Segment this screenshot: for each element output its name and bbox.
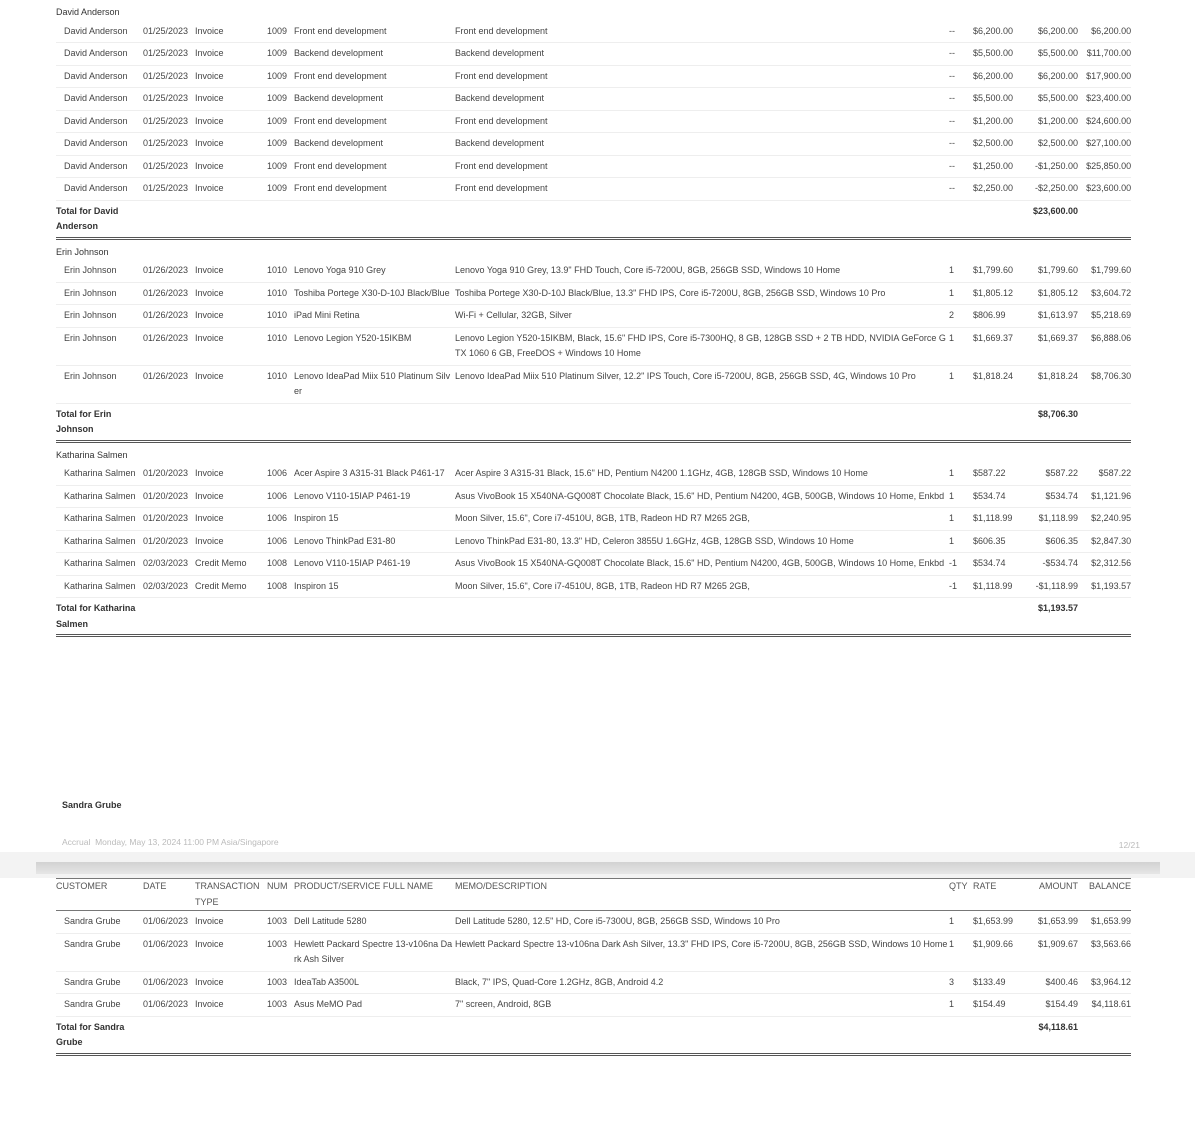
cell-rate: $1,909.66 xyxy=(973,933,1026,971)
cell-balance: $6,200.00 xyxy=(1078,21,1131,43)
cell-date: 01/25/2023 xyxy=(143,133,195,156)
cell-product: Toshiba Portege X30-D-10J Black/Blue xyxy=(294,282,455,305)
cell-num: 1009 xyxy=(267,43,294,66)
cell-transaction-type: Credit Memo xyxy=(195,575,267,598)
report-timestamp: Monday, May 13, 2024 11:00 PM Asia/Singapore xyxy=(95,837,279,847)
cell-memo: Moon Silver, 15.6", Core i7-4510U, 8GB, 1TB, Radeon HD R7 M265 2GB, xyxy=(455,575,949,598)
cell-date: 01/20/2023 xyxy=(143,508,195,531)
cell-amount: -$2,250.00 xyxy=(1026,178,1078,201)
cell-memo: Asus VivoBook 15 X540NA-GQ008T Chocolate Black, 15.6" HD, Pentium N4200, 4GB, 500GB, Windows 10 Home, Enkbd xyxy=(455,553,949,576)
group-total-row xyxy=(56,1016,1131,1054)
cell-rate: $1,250.00 xyxy=(973,155,1026,178)
page-number: 12/21 xyxy=(1118,840,1140,850)
cell-product: Lenovo Legion Y520-15IKBM xyxy=(294,327,455,365)
cell-date: 01/20/2023 xyxy=(143,530,195,553)
group-total-amount: $23,600.00 xyxy=(1026,200,1078,238)
col-date: DATE xyxy=(143,879,195,911)
cell-amount: $1,805.12 xyxy=(1026,282,1078,305)
cell-date: 01/25/2023 xyxy=(143,21,195,43)
cell-customer: Sandra Grube xyxy=(56,911,143,934)
cell-qty: -- xyxy=(949,133,973,156)
cell-rate: $2,500.00 xyxy=(973,133,1026,156)
col-amount: AMOUNT xyxy=(1026,879,1078,911)
cell-date: 01/26/2023 xyxy=(143,365,195,403)
cell-customer: Katharina Salmen xyxy=(56,575,143,598)
report-footer xyxy=(62,837,1140,850)
cell-date: 01/06/2023 xyxy=(143,933,195,971)
table-row xyxy=(56,155,1131,178)
table-row xyxy=(56,282,1131,305)
cell-transaction-type: Invoice xyxy=(195,971,267,994)
cell-amount: $1,909.67 xyxy=(1026,933,1078,971)
cell-qty: -- xyxy=(949,88,973,111)
group-total-label: Total for Sandra Grube xyxy=(56,1016,143,1054)
cell-num: 1009 xyxy=(267,133,294,156)
cell-customer: Erin Johnson xyxy=(56,327,143,365)
table-row xyxy=(56,485,1131,508)
cell-date: 01/06/2023 xyxy=(143,994,195,1017)
cell-date: 01/06/2023 xyxy=(143,911,195,934)
cell-num: 1009 xyxy=(267,178,294,201)
cell-customer: David Anderson xyxy=(56,133,143,156)
cell-rate: $2,250.00 xyxy=(973,178,1026,201)
cell-amount: $1,669.37 xyxy=(1026,327,1078,365)
cell-num: 1009 xyxy=(267,65,294,88)
cell-num: 1010 xyxy=(267,365,294,403)
table-row xyxy=(56,553,1131,576)
cell-balance: $23,400.00 xyxy=(1078,88,1131,111)
cell-qty: 1 xyxy=(949,463,973,485)
cell-num: 1006 xyxy=(267,530,294,553)
cell-qty: -- xyxy=(949,21,973,43)
cell-transaction-type: Invoice xyxy=(195,282,267,305)
cell-customer: Erin Johnson xyxy=(56,260,143,282)
cell-balance: $5,218.69 xyxy=(1078,305,1131,328)
cell-rate: $1,118.99 xyxy=(973,575,1026,598)
cell-balance: $587.22 xyxy=(1078,463,1131,485)
table-row xyxy=(56,575,1131,598)
cell-num: 1006 xyxy=(267,485,294,508)
cell-qty: -- xyxy=(949,43,973,66)
cell-customer: Katharina Salmen xyxy=(56,485,143,508)
table-row xyxy=(56,911,1131,934)
cell-num: 1008 xyxy=(267,553,294,576)
cell-memo: Lenovo IdeaPad Miix 510 Platinum Silver, 12.2" IPS Touch, Core i5-7200U, 8GB, 256GB SSD, 4G, Windows 10 Pro xyxy=(455,365,949,403)
cell-balance: $27,100.00 xyxy=(1078,133,1131,156)
cell-rate: $5,500.00 xyxy=(973,43,1026,66)
cell-qty: 1 xyxy=(949,260,973,282)
cell-balance: $24,600.00 xyxy=(1078,110,1131,133)
cell-memo: Front end development xyxy=(455,110,949,133)
cell-amount: $5,500.00 xyxy=(1026,43,1078,66)
cell-rate: $1,200.00 xyxy=(973,110,1026,133)
cell-num: 1009 xyxy=(267,88,294,111)
next-group-name: Sandra Grube xyxy=(62,800,122,810)
cell-customer: Katharina Salmen xyxy=(56,508,143,531)
table-row xyxy=(56,365,1131,403)
cell-balance: $1,193.57 xyxy=(1078,575,1131,598)
cell-customer: Katharina Salmen xyxy=(56,463,143,485)
page-break-divider xyxy=(36,862,1160,874)
group-header xyxy=(56,441,1131,463)
cell-date: 01/26/2023 xyxy=(143,327,195,365)
cell-qty: 3 xyxy=(949,971,973,994)
cell-date: 02/03/2023 xyxy=(143,553,195,576)
cell-transaction-type: Invoice xyxy=(195,530,267,553)
cell-qty: 2 xyxy=(949,305,973,328)
cell-product: Inspiron 15 xyxy=(294,575,455,598)
cell-balance: $2,240.95 xyxy=(1078,508,1131,531)
cell-customer: David Anderson xyxy=(56,43,143,66)
cell-rate: $6,200.00 xyxy=(973,21,1026,43)
cell-rate: $534.74 xyxy=(973,553,1026,576)
col-product: PRODUCT/SERVICE FULL NAME xyxy=(294,879,455,911)
group-name: Katharina Salmen xyxy=(56,449,128,460)
table-row xyxy=(56,133,1131,156)
cell-product: Front end development xyxy=(294,110,455,133)
cell-rate: $1,653.99 xyxy=(973,911,1026,934)
cell-product: Front end development xyxy=(294,21,455,43)
cell-qty: 1 xyxy=(949,933,973,971)
cell-transaction-type: Invoice xyxy=(195,260,267,282)
cell-amount: $1,818.24 xyxy=(1026,365,1078,403)
cell-num: 1009 xyxy=(267,110,294,133)
cell-customer: David Anderson xyxy=(56,65,143,88)
cell-transaction-type: Invoice xyxy=(195,43,267,66)
cell-num: 1009 xyxy=(267,21,294,43)
cell-memo: Black, 7" IPS, Quad-Core 1.2GHz, 8GB, Android 4.2 xyxy=(455,971,949,994)
cell-balance: $3,563.66 xyxy=(1078,933,1131,971)
cell-date: 01/25/2023 xyxy=(143,43,195,66)
cell-balance: $8,706.30 xyxy=(1078,365,1131,403)
cell-product: IdeaTab A3500L xyxy=(294,971,455,994)
cell-transaction-type: Invoice xyxy=(195,65,267,88)
cell-memo: Front end development xyxy=(455,65,949,88)
cell-balance: $1,653.99 xyxy=(1078,911,1131,934)
cell-product: Asus MeMO Pad xyxy=(294,994,455,1017)
cell-qty: 1 xyxy=(949,365,973,403)
cell-qty: 1 xyxy=(949,911,973,934)
cell-num: 1010 xyxy=(267,305,294,328)
group-total-row xyxy=(56,403,1131,441)
cell-balance: $3,604.72 xyxy=(1078,282,1131,305)
col-balance: BALANCE xyxy=(1078,879,1131,911)
sales-by-customer-table-continued xyxy=(56,878,1131,1056)
cell-balance: $3,964.12 xyxy=(1078,971,1131,994)
cell-amount: $5,500.00 xyxy=(1026,88,1078,111)
cell-qty: 1 xyxy=(949,994,973,1017)
cell-customer: Erin Johnson xyxy=(56,282,143,305)
cell-num: 1009 xyxy=(267,155,294,178)
cell-customer: David Anderson xyxy=(56,155,143,178)
group-header xyxy=(56,0,1131,21)
cell-memo: Moon Silver, 15.6", Core i7-4510U, 8GB, 1TB, Radeon HD R7 M265 2GB, xyxy=(455,508,949,531)
table-row xyxy=(56,260,1131,282)
cell-rate: $1,818.24 xyxy=(973,365,1026,403)
cell-customer: Sandra Grube xyxy=(56,971,143,994)
cell-balance: $23,600.00 xyxy=(1078,178,1131,201)
cell-num: 1003 xyxy=(267,971,294,994)
cell-num: 1010 xyxy=(267,282,294,305)
cell-amount: $154.49 xyxy=(1026,994,1078,1017)
cell-balance: $1,799.60 xyxy=(1078,260,1131,282)
table-row xyxy=(56,463,1131,485)
cell-date: 01/26/2023 xyxy=(143,282,195,305)
cell-product: Front end development xyxy=(294,155,455,178)
cell-amount: -$1,118.99 xyxy=(1026,575,1078,598)
cell-amount: $1,799.60 xyxy=(1026,260,1078,282)
col-memo: MEMO/DESCRIPTION xyxy=(455,879,949,911)
cell-customer: Sandra Grube xyxy=(56,933,143,971)
cell-amount: $606.35 xyxy=(1026,530,1078,553)
cell-customer: Erin Johnson xyxy=(56,365,143,403)
cell-customer: David Anderson xyxy=(56,178,143,201)
cell-memo: Backend development xyxy=(455,88,949,111)
cell-transaction-type: Invoice xyxy=(195,155,267,178)
cell-qty: 1 xyxy=(949,327,973,365)
group-name: David Anderson xyxy=(56,7,120,17)
cell-transaction-type: Invoice xyxy=(195,463,267,485)
cell-customer: Sandra Grube xyxy=(56,994,143,1017)
table-row xyxy=(56,305,1131,328)
group-total-label: Total for Erin Johnson xyxy=(56,403,143,441)
table-row xyxy=(56,43,1131,66)
cell-product: Front end development xyxy=(294,65,455,88)
cell-amount: -$1,250.00 xyxy=(1026,155,1078,178)
cell-transaction-type: Invoice xyxy=(195,485,267,508)
cell-customer: David Anderson xyxy=(56,110,143,133)
cell-product: Acer Aspire 3 A315-31 Black P461-17 xyxy=(294,463,455,485)
cell-customer: Katharina Salmen xyxy=(56,530,143,553)
cell-amount: $1,118.99 xyxy=(1026,508,1078,531)
cell-transaction-type: Invoice xyxy=(195,21,267,43)
group-total-label: Total for David Anderson xyxy=(56,200,143,238)
cell-amount: $534.74 xyxy=(1026,485,1078,508)
cell-product: Dell Latitude 5280 xyxy=(294,911,455,934)
cell-transaction-type: Invoice xyxy=(195,994,267,1017)
cell-product: Hewlett Packard Spectre 13-v106na Dark Ash Silver xyxy=(294,933,455,971)
col-customer: CUSTOMER xyxy=(56,879,143,911)
cell-qty: 1 xyxy=(949,508,973,531)
cell-memo: Backend development xyxy=(455,43,949,66)
cell-num: 1003 xyxy=(267,994,294,1017)
cell-rate: $1,669.37 xyxy=(973,327,1026,365)
cell-product: Lenovo ThinkPad E31-80 xyxy=(294,530,455,553)
cell-rate: $1,805.12 xyxy=(973,282,1026,305)
cell-product: Backend development xyxy=(294,88,455,111)
cell-amount: $6,200.00 xyxy=(1026,21,1078,43)
cell-num: 1003 xyxy=(267,933,294,971)
cell-date: 01/25/2023 xyxy=(143,178,195,201)
cell-date: 01/20/2023 xyxy=(143,463,195,485)
group-total-row xyxy=(56,200,1131,238)
cell-num: 1003 xyxy=(267,911,294,934)
group-name: Erin Johnson xyxy=(56,246,109,257)
cell-num: 1006 xyxy=(267,508,294,531)
cell-memo: Asus VivoBook 15 X540NA-GQ008T Chocolate Black, 15.6" HD, Pentium N4200, 4GB, 500GB, Windows 10 Home, Enkbd xyxy=(455,485,949,508)
sales-by-customer-table xyxy=(56,0,1131,637)
cell-transaction-type: Credit Memo xyxy=(195,553,267,576)
cell-product: Front end development xyxy=(294,178,455,201)
cell-product: Lenovo Yoga 910 Grey xyxy=(294,260,455,282)
cell-rate: $606.35 xyxy=(973,530,1026,553)
cell-amount: -$534.74 xyxy=(1026,553,1078,576)
cell-rate: $806.99 xyxy=(973,305,1026,328)
cell-date: 01/25/2023 xyxy=(143,88,195,111)
cell-balance: $25,850.00 xyxy=(1078,155,1131,178)
cell-product: Lenovo V110-15IAP P461-19 xyxy=(294,553,455,576)
cell-rate: $133.49 xyxy=(973,971,1026,994)
cell-customer: Erin Johnson xyxy=(56,305,143,328)
cell-balance: $4,118.61 xyxy=(1078,994,1131,1017)
cell-balance: $2,312.56 xyxy=(1078,553,1131,576)
cell-rate: $6,200.00 xyxy=(973,65,1026,88)
cell-transaction-type: Invoice xyxy=(195,88,267,111)
cell-date: 02/03/2023 xyxy=(143,575,195,598)
report-page-12 xyxy=(56,0,1138,852)
cell-memo: Backend development xyxy=(455,133,949,156)
cell-date: 01/06/2023 xyxy=(143,971,195,994)
cell-customer: David Anderson xyxy=(56,88,143,111)
cell-memo: Front end development xyxy=(455,21,949,43)
column-header-row xyxy=(56,879,1131,911)
col-rate: RATE xyxy=(973,879,1026,911)
table-row xyxy=(56,933,1131,971)
cell-memo: Hewlett Packard Spectre 13-v106na Dark Ash Silver, 13.3" FHD IPS, Core i5-7200U, 8GB, 256GB SSD, Windows 10 Home xyxy=(455,933,949,971)
cell-amount: $1,613.97 xyxy=(1026,305,1078,328)
cell-qty: -- xyxy=(949,110,973,133)
col-qty: QTY xyxy=(949,879,973,911)
cell-num: 1006 xyxy=(267,463,294,485)
cell-memo: 7" screen, Android, 8GB xyxy=(455,994,949,1017)
cell-date: 01/26/2023 xyxy=(143,305,195,328)
cell-amount: $1,653.99 xyxy=(1026,911,1078,934)
cell-qty: -- xyxy=(949,155,973,178)
group-total-row xyxy=(56,598,1131,636)
cell-date: 01/25/2023 xyxy=(143,155,195,178)
cell-customer: David Anderson xyxy=(56,21,143,43)
cell-memo: Front end development xyxy=(455,178,949,201)
cell-qty: 1 xyxy=(949,530,973,553)
cell-transaction-type: Invoice xyxy=(195,178,267,201)
cell-date: 01/26/2023 xyxy=(143,260,195,282)
group-total-amount: $1,193.57 xyxy=(1026,598,1078,636)
col-num: NUM xyxy=(267,879,294,911)
cell-qty: -- xyxy=(949,65,973,88)
cell-transaction-type: Invoice xyxy=(195,110,267,133)
cell-qty: -1 xyxy=(949,553,973,576)
cell-transaction-type: Invoice xyxy=(195,508,267,531)
col-transaction-type: TRANSACTION TYPE xyxy=(195,879,267,911)
table-row xyxy=(56,21,1131,43)
group-header xyxy=(56,238,1131,260)
cell-transaction-type: Invoice xyxy=(195,365,267,403)
table-row xyxy=(56,530,1131,553)
cell-balance: $1,121.96 xyxy=(1078,485,1131,508)
table-row xyxy=(56,508,1131,531)
cell-amount: $587.22 xyxy=(1026,463,1078,485)
cell-product: Lenovo IdeaPad Miix 510 Platinum Silver xyxy=(294,365,455,403)
cell-rate: $154.49 xyxy=(973,994,1026,1017)
cell-memo: Front end development xyxy=(455,155,949,178)
cell-rate: $534.74 xyxy=(973,485,1026,508)
table-row xyxy=(56,110,1131,133)
cell-balance: $17,900.00 xyxy=(1078,65,1131,88)
group-total-amount: $8,706.30 xyxy=(1026,403,1078,441)
cell-memo: Lenovo Legion Y520-15IKBM, Black, 15.6" FHD IPS, Core i5-7300HQ, 8 GB, 128GB SSD + 2 TB HDD, NVIDIA GeForce GTX 1060 6 GB, FreeDOS + Windows 10 Home xyxy=(455,327,949,365)
cell-product: Inspiron 15 xyxy=(294,508,455,531)
report-page-13 xyxy=(56,878,1138,1143)
table-row xyxy=(56,88,1131,111)
cell-date: 01/25/2023 xyxy=(143,110,195,133)
cell-amount: $6,200.00 xyxy=(1026,65,1078,88)
cell-memo: Lenovo ThinkPad E31-80, 13.3" HD, Celeron 3855U 1.6GHz, 4GB, 128GB SSD, Windows 10 Home xyxy=(455,530,949,553)
cell-rate: $587.22 xyxy=(973,463,1026,485)
cell-transaction-type: Invoice xyxy=(195,305,267,328)
table-row xyxy=(56,65,1131,88)
group-total-label: Total for Katharina Salmen xyxy=(56,598,143,636)
cell-transaction-type: Invoice xyxy=(195,933,267,971)
cell-transaction-type: Invoice xyxy=(195,133,267,156)
cell-qty: 1 xyxy=(949,282,973,305)
cell-num: 1008 xyxy=(267,575,294,598)
cell-memo: Lenovo Yoga 910 Grey, 13.9" FHD Touch, Core i5-7200U, 8GB, 256GB SSD, Windows 10 Home xyxy=(455,260,949,282)
cell-balance: $2,847.30 xyxy=(1078,530,1131,553)
cell-rate: $1,118.99 xyxy=(973,508,1026,531)
cell-amount: $2,500.00 xyxy=(1026,133,1078,156)
cell-balance: $11,700.00 xyxy=(1078,43,1131,66)
table-row xyxy=(56,971,1131,994)
cell-transaction-type: Invoice xyxy=(195,327,267,365)
cell-date: 01/25/2023 xyxy=(143,65,195,88)
accounting-basis: Accrual xyxy=(62,837,91,847)
table-row xyxy=(56,178,1131,201)
cell-product: Backend development xyxy=(294,133,455,156)
table-row xyxy=(56,327,1131,365)
cell-qty: -1 xyxy=(949,575,973,598)
cell-customer: Katharina Salmen xyxy=(56,553,143,576)
cell-rate: $5,500.00 xyxy=(973,88,1026,111)
cell-date: 01/20/2023 xyxy=(143,485,195,508)
cell-memo: Wi-Fi + Cellular, 32GB, Silver xyxy=(455,305,949,328)
cell-amount: $400.46 xyxy=(1026,971,1078,994)
cell-rate: $1,799.60 xyxy=(973,260,1026,282)
cell-product: Backend development xyxy=(294,43,455,66)
cell-qty: 1 xyxy=(949,485,973,508)
cell-product: iPad Mini Retina xyxy=(294,305,455,328)
cell-product: Lenovo V110-15IAP P461-19 xyxy=(294,485,455,508)
cell-qty: -- xyxy=(949,178,973,201)
table-row xyxy=(56,994,1131,1017)
cell-num: 1010 xyxy=(267,260,294,282)
cell-balance: $6,888.06 xyxy=(1078,327,1131,365)
cell-num: 1010 xyxy=(267,327,294,365)
group-total-amount: $4,118.61 xyxy=(1026,1016,1078,1054)
cell-amount: $1,200.00 xyxy=(1026,110,1078,133)
cell-transaction-type: Invoice xyxy=(195,911,267,934)
cell-memo: Toshiba Portege X30-D-10J Black/Blue, 13.3" FHD IPS, Core i5-7200U, 8GB, 256GB SSD, Windows 10 Pro xyxy=(455,282,949,305)
cell-memo: Dell Latitude 5280, 12.5" HD, Core i5-7300U, 8GB, 256GB SSD, Windows 10 Pro xyxy=(455,911,949,934)
cell-memo: Acer Aspire 3 A315-31 Black, 15.6" HD, Pentium N4200 1.1GHz, 4GB, 128GB SSD, Windows 10 Home xyxy=(455,463,949,485)
